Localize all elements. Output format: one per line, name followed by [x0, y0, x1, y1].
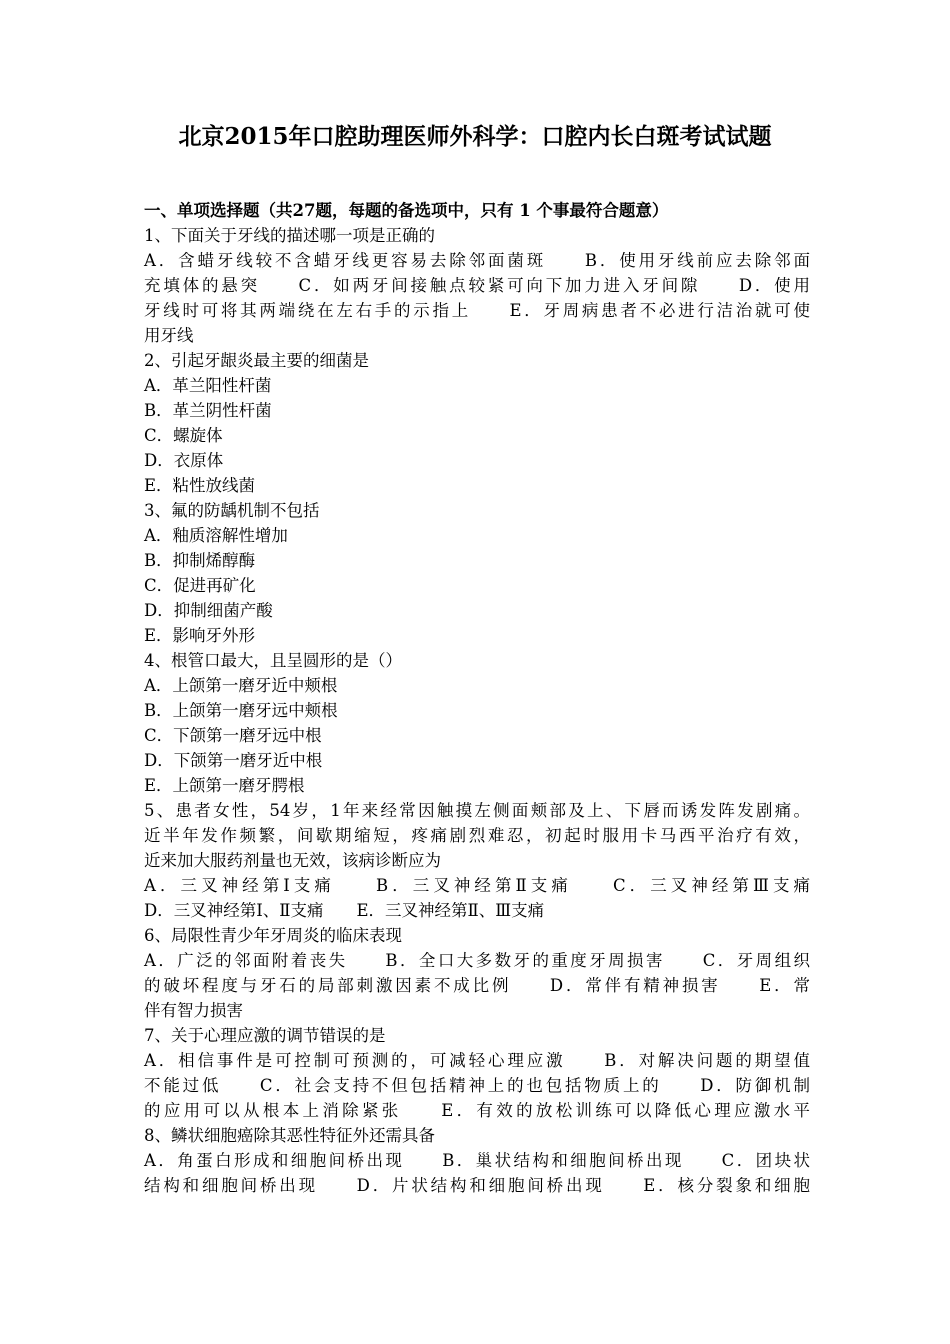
- option-item: D．下颌第一磨牙近中根: [144, 751, 323, 770]
- question-stem: 7、关于心理应激的调节错误的是: [144, 1026, 386, 1045]
- question-stem: 2、引起牙龈炎最主要的细菌是: [144, 351, 369, 370]
- option-item: B．革兰阴性杆菌: [144, 401, 272, 420]
- question-stem: 8、鳞状细胞癌除其恶性特征外还需具备: [144, 1126, 435, 1145]
- option-line: 不能过低 C．社会支持不但包括精神上的也包括物质上的 D．防御机制: [144, 1076, 810, 1095]
- question-stem: 1、下面关于牙线的描述哪一项是正确的: [144, 226, 435, 245]
- question-stem: 3、氟的防龋机制不包括: [144, 501, 320, 520]
- option-line: A．广泛的邻面附着丧失 B．全口大多数牙的重度牙周损害 C．牙周组织: [144, 951, 810, 970]
- option-item: A．釉质溶解性增加: [144, 526, 288, 545]
- question-stem: 6、局限性青少年牙周炎的临床表现: [144, 926, 402, 945]
- option-item: E．影响牙外形: [144, 626, 256, 645]
- section-heading: 一、单项选择题（共27题，每题的备选项中，只有 1 个事最符合题意）: [144, 201, 669, 220]
- option-item: A．上颌第一磨牙近中颊根: [144, 676, 338, 695]
- option-line: 伴有智力损害: [144, 1001, 243, 1020]
- option-line: A．角蛋白形成和细胞间桥出现 B．巢状结构和细胞间桥出现 C．团块状: [144, 1151, 810, 1170]
- option-line: 的应用可以从根本上消除紧张 E．有效的放松训练可以降低心理应激水平: [144, 1101, 810, 1120]
- option-item: B．抑制烯醇酶: [144, 551, 256, 570]
- document-body: [144, 198, 810, 1198]
- option-line: 牙线时可将其两端绕在左右手的示指上 E．牙周病患者不必进行洁治就可使: [144, 301, 810, 320]
- option-item: E．上颌第一磨牙腭根: [144, 776, 305, 795]
- question-stem-line: 5、患者女性，54岁，1年来经常因触摸左侧面颊部及上、下唇而诱发阵发剧痛。: [144, 801, 810, 820]
- option-line: D．三叉神经第Ⅰ、Ⅱ支痛 E．三叉神经第Ⅱ、Ⅲ支痛: [144, 901, 545, 920]
- option-line: 充填体的悬突 C．如两牙间接触点较紧可向下加力进入牙间隙 D．使用: [144, 276, 810, 295]
- option-line: 用牙线: [144, 326, 194, 345]
- option-line: A．含蜡牙线较不含蜡牙线更容易去除邻面菌斑 B．使用牙线前应去除邻面: [144, 251, 810, 270]
- question-stem-line: 近来加大服药剂量也无效，该病诊断应为: [144, 851, 441, 870]
- option-item: A．革兰阳性杆菌: [144, 376, 272, 395]
- option-line: A．三叉神经第Ⅰ支痛 B．三叉神经第Ⅱ支痛 C．三叉神经第Ⅲ支痛: [144, 876, 810, 895]
- option-item: C．促进再矿化: [144, 576, 256, 595]
- question-stem-line: 近半年发作频繁，间歇期缩短，疼痛剧烈难忍，初起时服用卡马西平治疗有效，: [144, 826, 810, 845]
- option-line: 的破坏程度与牙石的局部刺激因素不成比例 D．常伴有精神损害 E．常: [144, 976, 810, 995]
- option-line: 结构和细胞间桥出现 D．片状结构和细胞间桥出现 E．核分裂象和细胞: [144, 1176, 810, 1195]
- option-item: C．螺旋体: [144, 426, 223, 445]
- option-item: D．抑制细菌产酸: [144, 601, 273, 620]
- option-item: B．上颌第一磨牙远中颊根: [144, 701, 338, 720]
- option-item: D．衣原体: [144, 451, 224, 470]
- option-item: E．粘性放线菌: [144, 476, 256, 495]
- document-title: 北京2015年口腔助理医师外科学：口腔内长白斑考试试题: [178, 123, 772, 150]
- option-line: A．相信事件是可控制可预测的，可减轻心理应激 B．对解决问题的期望值: [144, 1051, 810, 1070]
- question-stem: 4、根管口最大，且呈圆形的是（）: [144, 651, 402, 670]
- option-item: C．下颌第一磨牙远中根: [144, 726, 322, 745]
